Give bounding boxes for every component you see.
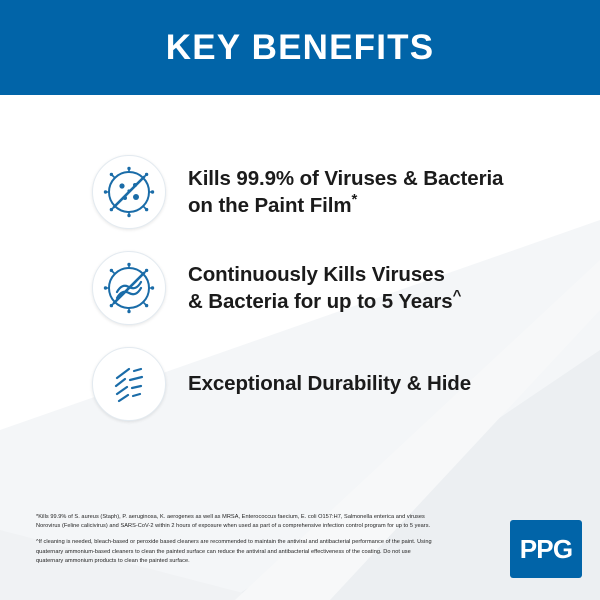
virus-no-entry-icon — [103, 166, 155, 218]
benefit-icon-2 — [92, 251, 166, 325]
footnotes-block — [36, 513, 436, 573]
benefit-line-1b-text: on the Paint Film — [188, 194, 352, 217]
header-divider — [0, 95, 600, 100]
benefit-text-1 — [188, 165, 503, 219]
virus-continuous-kill-icon — [103, 262, 155, 314]
benefit-icon-1 — [92, 155, 166, 229]
benefit-line-2b-text: & Bacteria for up to 5 Years — [188, 290, 453, 313]
benefits-list — [0, 155, 600, 443]
footnote-caret: ^If cleaning is needed, bleach-based or peroxide based cleaners are recommended to maintain the antiviral and antibacterial performance of the paint. Using quaternary ammonium-based cleaners to clean the painted surface can reduce the antiviral and antibacterial effectiveness of the coating. Do not use quaternary ammonium products to clean the painted surface. — [36, 539, 432, 564]
benefit-text-3 — [188, 370, 471, 397]
benefit-footnote-marker-1: * — [351, 191, 358, 209]
list-item — [0, 251, 600, 325]
ppg-logo-text: PPG — [519, 533, 573, 564]
benefit-line-3a: Exceptional Durability & Hide — [188, 372, 472, 396]
page-title: KEY BENEFITS — [165, 27, 435, 67]
benefit-icon-3 — [92, 347, 166, 421]
benefit-line-2b — [188, 288, 461, 315]
header-banner — [0, 0, 600, 95]
list-item — [0, 155, 600, 229]
benefit-line-1a: Kills 99.9% of Viruses & Bacteria — [188, 166, 504, 190]
ppg-logo — [510, 520, 582, 578]
list-item — [0, 347, 600, 421]
benefit-footnote-marker-2: ^ — [452, 287, 462, 305]
benefit-line-1b — [188, 192, 503, 219]
durability-brush-strokes-icon — [103, 358, 155, 410]
benefit-line-2a: Continuously Kills Viruses — [188, 262, 445, 286]
benefit-text-2 — [188, 261, 461, 315]
footnote-asterisk: *Kills 99.9% of S. aureus (Staph), P. aeruginosa, K. aerogenes as well as MRSA, Enterococcus faecium, E. coli O157:H7, Salmonella enterica and viruses Norovirus (Feline calicivirus) and SARS-CoV-2 within 2 hours of exposure when used as part of a comprehensive infection control program for up to 5 years. — [36, 514, 431, 530]
